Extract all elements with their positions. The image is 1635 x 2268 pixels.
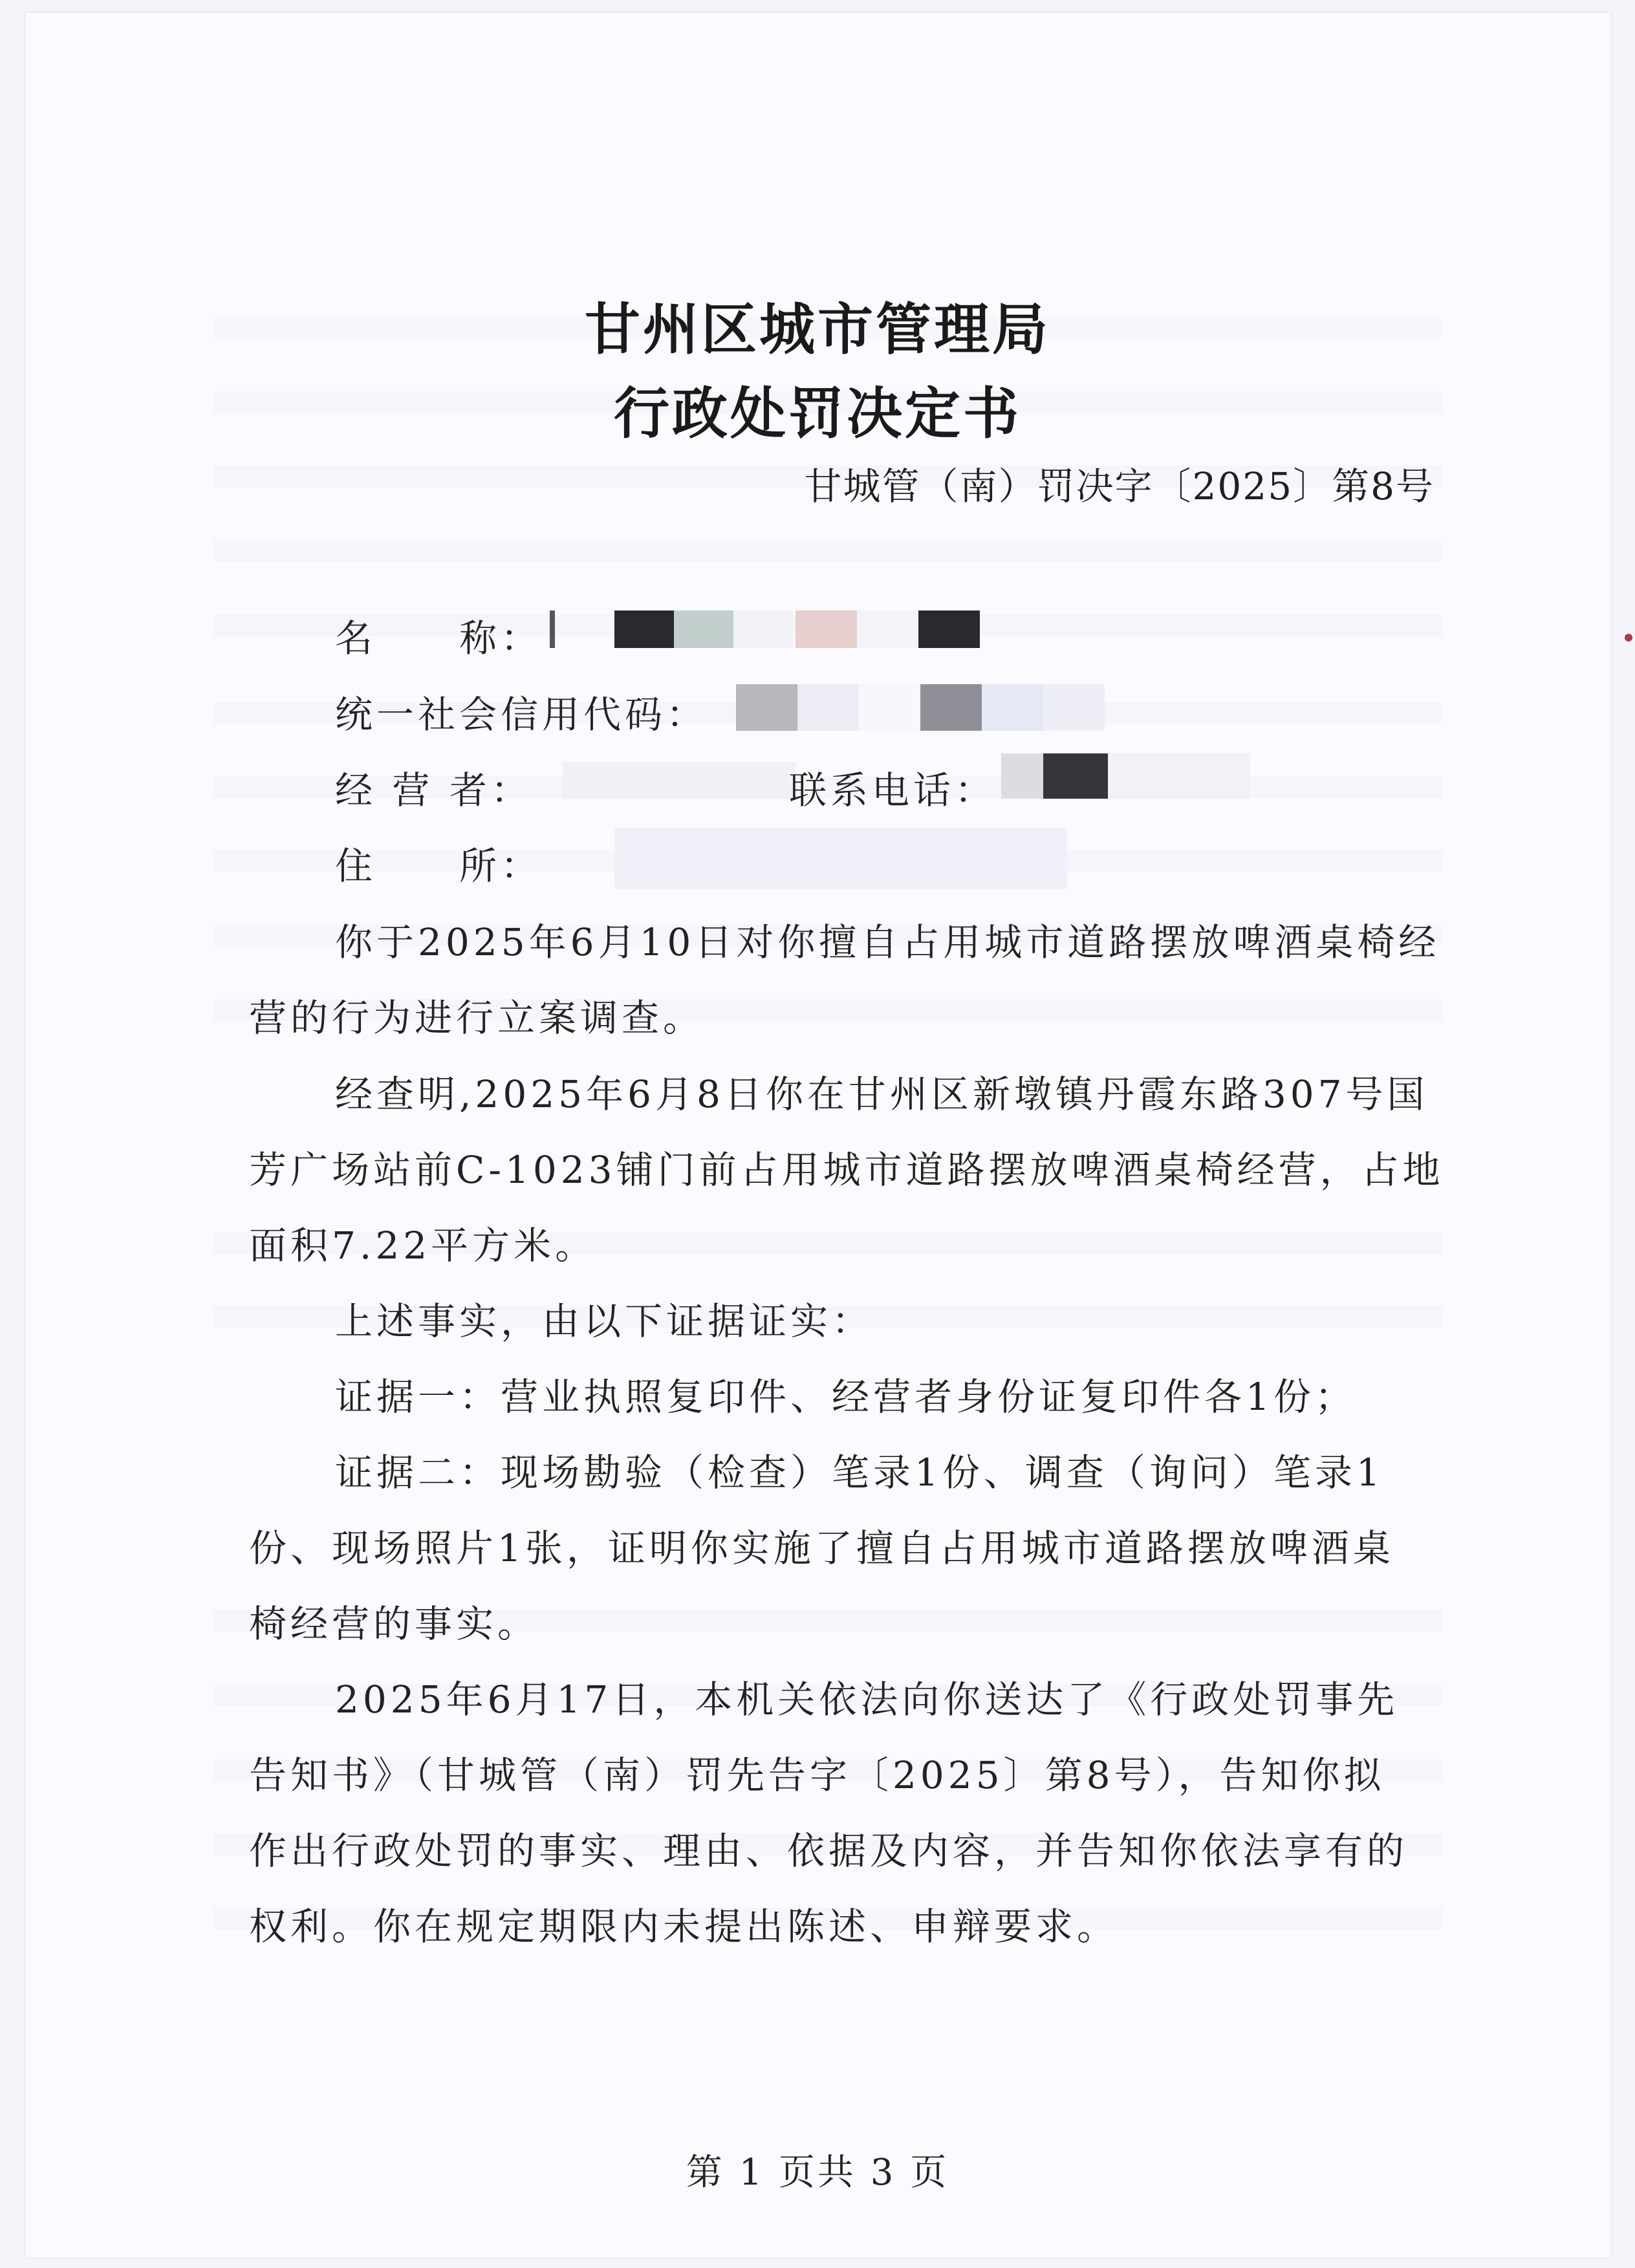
redaction-block xyxy=(733,610,793,648)
redaction-block xyxy=(736,684,797,731)
evidence-item-2-line: 证据二：现场勘验（检查）笔录1份、调查（询问）笔录1 xyxy=(335,1451,1384,1495)
operator-label: 经 营 者： xyxy=(335,768,532,812)
redaction-block xyxy=(859,684,920,731)
redaction-block xyxy=(1043,753,1108,799)
redaction-block xyxy=(796,610,857,648)
notice-paragraph-line: 作出行政处罚的事实、理由、依据及内容，并告知你依法享有的 xyxy=(249,1829,1409,1873)
evidence-item-2-line: 份、现场照片1张，证明你实施了擅自占用城市道路摆放啤酒桌 xyxy=(249,1526,1394,1570)
redaction-block xyxy=(674,610,733,648)
page-indicator: 第 1 页共 3 页 xyxy=(686,2152,949,2194)
scan-artifact xyxy=(1625,634,1632,642)
notice-paragraph-line: 权利。你在规定期限内未提出陈述、申辩要求。 xyxy=(249,1905,1119,1949)
redaction-block xyxy=(1108,753,1250,799)
evidence-item-2-line: 椅经营的事实。 xyxy=(249,1602,539,1646)
redaction-block xyxy=(614,828,1067,889)
redaction-block xyxy=(797,684,859,731)
bleed-through-line xyxy=(213,540,1442,562)
notice-paragraph-line: 告知书》（甘城管（南）罚先告字〔2025〕第8号），告知你拟 xyxy=(249,1753,1385,1797)
issuer-title: 甘州区城市管理局 xyxy=(585,297,1050,362)
investigation-paragraph-line: 营的行为进行立案调查。 xyxy=(249,996,705,1040)
credit-code-label: 统一社会信用代码： xyxy=(335,693,708,737)
phone-label: 联系电话： xyxy=(789,768,997,812)
facts-paragraph-line: 面积7.22平方米。 xyxy=(249,1224,597,1268)
redaction-block xyxy=(918,610,980,648)
facts-paragraph-line: 芳广场站前C-1023铺门前占用城市道路摆放啤酒桌椅经营，占地 xyxy=(249,1148,1444,1192)
notice-paragraph-line: 2025年6月17日，本机关依法向你送达了《行政处罚事先 xyxy=(335,1678,1399,1722)
name-label: 名 称： xyxy=(335,616,543,660)
investigation-paragraph-line: 你于2025年6月10日对你擅自占用城市道路摆放啤酒桌椅经 xyxy=(335,920,1440,964)
redaction-block xyxy=(857,610,918,648)
evidence-intro: 上述事实，由以下证据证实： xyxy=(335,1299,874,1343)
redaction-block xyxy=(563,762,796,799)
redaction-block xyxy=(920,684,982,731)
redaction-block xyxy=(614,610,674,648)
evidence-item-1: 证据一：营业执照复印件、经营者身份证复印件各1份； xyxy=(335,1375,1356,1419)
redaction-block xyxy=(550,610,555,648)
redaction-block xyxy=(1001,753,1043,799)
redaction-block xyxy=(1043,684,1105,731)
redaction-block xyxy=(982,684,1043,731)
address-label: 住 所： xyxy=(335,844,543,888)
document-number: 甘城管（南）罚决字〔2025〕第8号 xyxy=(804,464,1435,508)
document-title: 行政处罚决定书 xyxy=(614,382,1021,446)
facts-paragraph-line: 经查明,2025年6月8日你在甘州区新墩镇丹霞东路307号国 xyxy=(335,1072,1429,1116)
